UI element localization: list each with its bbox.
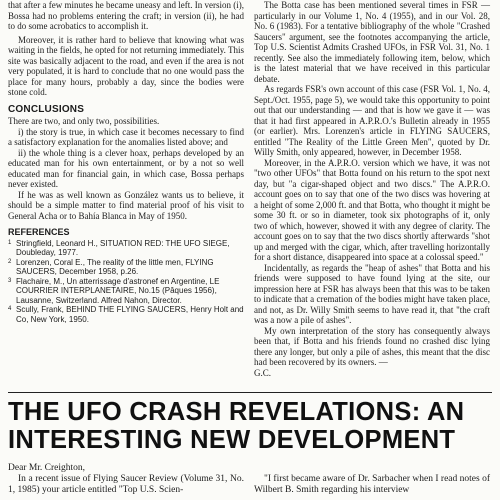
conclusions-intro: There are two, and only two, possibilities. — [8, 116, 160, 126]
reference-item: 1 Stringfield, Leonard H., SITUATION RED: THE UFO SIEGE, Doubleday, 1977. — [8, 238, 230, 257]
conclusions-heading: CONCLUSIONS — [8, 103, 85, 115]
article-headline — [8, 398, 494, 454]
headline-line-2: INTERESTING NEW DEVELOPMENT — [8, 426, 456, 454]
letter-quote: "I first became aware of Dr. Sarbacher when I read notes of Wilbert B. Smith regarding his interview — [254, 474, 490, 495]
right-paragraph-5: My own interpretation of the story has consequently always been that, if Botta and his friends found no crashed disc lying there any longer, but only a pile of ashes, this meant that the disc had been recovered by its owners. — — [254, 325, 490, 367]
references-list — [8, 239, 244, 325]
section-divider — [8, 392, 492, 393]
conclusions-closing: If he was as well known as González wants us to believe, it should be a simple matter to find material proof of his visit to General Acha or to Bahía Blanca in May of 1950. — [8, 189, 244, 221]
conclusions-item-2: ii) the whole thing is a clever hoax, perhaps developed by an educated man for his own entertainment, or by a not so well educated man for financial gain, in which case, Bossa perhaps never existed. — [8, 147, 244, 189]
letter-right — [254, 474, 490, 496]
headline-line-1: THE UFO CRASH REVELATIONS: AN — [8, 398, 465, 426]
left-paragraph-2: Moreover, it is rather hard to believe that knowing what was waiting in the fields, he opted for not returning immediately. This site was basically adjacent to the road, and even if the area is not very populated, it is hard to conclude that no one would pass the place for many hours, probably a day, since the bodies were stone cold. — [8, 34, 244, 97]
right-column — [254, 0, 490, 378]
left-column — [8, 0, 244, 324]
letter-salutation: Dear Mr. Creighton, — [8, 463, 86, 473]
conclusions-item-1: i) the story is true, in which case it becomes necessary to find a satisfactory explanation for the anomalies listed above; and — [8, 126, 244, 147]
letter-left — [8, 463, 244, 496]
reference-item: 3 Flachaire, M., Un atterrissage d'astronef en Argentine, LE COURRIER INTERPLANETAIRE, No.15 (Pâques 1956), Lausanne, Switzerland. Alfred Nahon, Director. — [8, 276, 220, 305]
right-paragraph-4: Incidentally, as regards the "heap of ashes" that Botta and his friends were supposed to have found lying at the site, our impression here at FSR has always been that this was to be taken to indicate that a cremation of the bodies might have taken place, and not, as Dr. Willy Smith seems to have read it, that "the craft was a now a pile of ashes". — [254, 262, 490, 325]
right-paragraph-3: Moreover, in the A.P.R.O. version which we have, it was not "two other UFOs" that Botta found on his return to the spot next day, but "a cigar-shaped object and two discs." The A.P.R.O. account goes on to say that one of the two discs was hovering at a height of some 2,000 ft. and that Botta, who thought it might be some 30 ft. or so in diameter, took six photographs of it, only two of which, however, showed it with any degree of clarity. The account goes on to say that the two discs shortly afterwards "shot up and merged with the cigar, which, after travelling horizontally for a short distance, disappeared into space at a colossal speed." — [254, 157, 490, 262]
reference-item: 2 Lorenzen, Coral E., The reality of the little men, FLYING SAUCERS, December 1958, p.26. — [8, 257, 214, 276]
references-heading: REFERENCES — [8, 227, 70, 237]
editor-signature: G.C. — [254, 367, 272, 378]
right-paragraph-1: The Botta case has been mentioned several times in FSR — particularly in our Volume 1, No. 4 (1955), and in our Vol. 28, No. 6 (1983). For a tentative bibliography of the whole "Crashed Saucers" argument, see the footnotes accompanying the article, Top U.S. Scientist Admits Crashed UFOs, in FSR Vol. 31, No. 1 recently. See also the immediately following item, below, which is the latest material that we have received in this particular debate. — [254, 0, 490, 84]
letter-paragraph-1: In a recent issue of Flying Saucer Review (Volume 31, No. 1, 1985) your article entitled "Top U.S. Scien- — [8, 474, 244, 495]
reference-item: 4 Scully, Frank, BEHIND THE FLYING SAUCERS, Henry Holt and Co, New York, 1950. — [8, 305, 244, 324]
left-paragraph-1: that after a few minutes he became uneasy and left. In version (i), Bossa had no problems entering the craft; in version (ii), he had to do some acrobatics to accomplish it. — [8, 0, 244, 31]
right-paragraph-2: As regards FSR's own account of this case (FSR Vol. 1, No. 4, Sept./Oct. 1955, page 5), we would take this opportunity to point out that our understanding — and that is how we gave it — was that it had first appeared in A.P.R.O.'s Bulletin already in 1955 (or earlier). Mrs. Lorenzen's article in FLYING SAUCERS, entitled "The Reality of the Little Green Men", quoted by Dr. Willy Smith, only appeared, however, in December 1958. — [254, 84, 490, 157]
